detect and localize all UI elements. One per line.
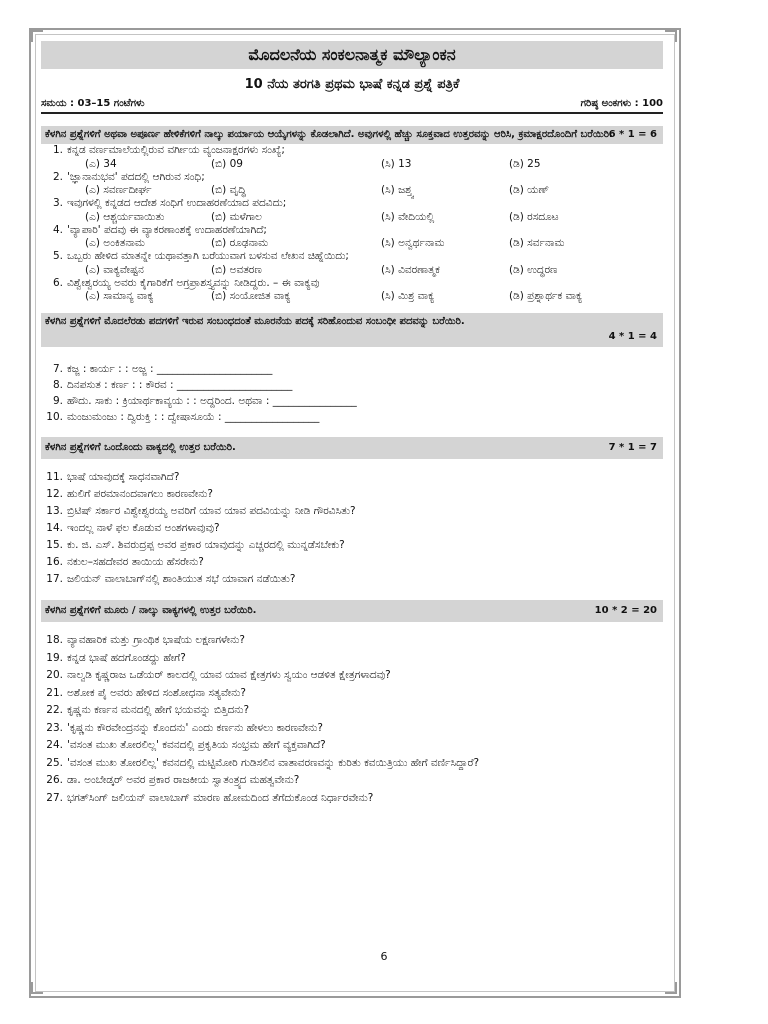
exam-title: ಮೊದಲನೆಯ ಸಂಕಲನಾತ್ಮಕ ಮೌಲ್ಯಾಂಕನ: [41, 41, 663, 69]
exam-time: ಸಮಯ : 03–15 ಗಂಟೆಗಳು: [41, 98, 145, 109]
corner-ornament: [665, 30, 677, 42]
question: 7. ಕಜ್ಜ : ಕಾರ್ಯ : : ಅಜ್ಜ : ______________________: [52, 363, 273, 375]
section-marks: 7 * 1 = 7: [608, 442, 657, 453]
exam-meta: [41, 98, 663, 114]
exam-paper: [41, 41, 663, 807]
answer-options: (ಎ) ವಾಕ್ಯವೇಷ್ಟನ (ಬಿ) ಅವತರಣ (ಸಿ) ವಿವರಣಾತ್ಮಕ (ಡಿ) ಉದ್ಧರಣ: [85, 263, 558, 276]
question: 22. ಕೃಷ್ಣನು ಕರ್ಣನ ಮನದಲ್ಲಿ ಹೇಗೆ ಭಯವನ್ನು ಬಿತ್ತಿದನು?: [46, 704, 250, 716]
section-2-questions: [41, 361, 663, 425]
question: 9. ಹೌದು. ಸಾಕು : ಕ್ರಿಯಾರ್ಥಕಾವ್ಯಯ : : ಅದ್ದರಿಂದ. ಅಥವಾ : ________________: [52, 395, 357, 407]
section-instruction: ಕೆಳಗಿನ ಪ್ರಶ್ನೆಗಳಿಗೆ ಮೊದಲೆರಡು ಪದಗಳಿಗೆ ಇರುವ ಸಂಬಂಧದಂತೆ ಮೂರನೆಯ ಪದಕ್ಕೆ ಸರಿಹೊಂದುವ ಸಂಬಂಧೀ ಪದವನ್ನು ಬರೆಯಿರಿ.: [45, 316, 465, 327]
question: 12. ಹುಲಿಗೆ ಪರಮಾನಂದವಾಗಲು ಕಾರಣವೇನು?: [46, 488, 213, 500]
section-1-questions: [41, 144, 663, 303]
question: 27. ಭಗತ್‌ಸಿಂಗ್ ಜಲಿಯನ್ ವಾಲಾಬಾಗ್ ಮಾರಣ ಹೋಮದಿಂದ ತೆಗೆದುಕೊಂಡ ನಿರ್ಧಾರವೇನು?: [46, 791, 374, 804]
answer-options: (ಎ) ಆಶ್ಚರ್ಯವಾಯಿತು (ಬಿ) ಮಳೆಗಾಲ (ಸಿ) ವೇದಿಯಲ್ಲಿ (ಡಿ) ರಸದೂಟ: [85, 210, 559, 223]
question: 2. 'ಜ್ಞಾನಾನುಭವ' ಪದದಲ್ಲಿ ಆಗಿರುವ ಸಂಧಿ;: [52, 170, 205, 183]
question: 15. ಕು. ಜಿ. ಎಸ್. ಶಿವರುದ್ರಪ್ಪ ಅವರ ಪ್ರಕಾರ ಯಾವುದನ್ನು ಎಚ್ಚರದಲ್ಲಿ ಮುನ್ನಡೆಸಬೇಕು?: [46, 539, 345, 551]
section-instruction: ಕೆಳಗಿನ ಪ್ರಶ್ನೆಗಳಿಗೆ ಅಥವಾ ಅಪೂರ್ಣ ಹೇಳಿಕೆಗಳಿಗೆ ನಾಲ್ಕು ಪರ್ಯಾಯ ಆಯ್ಕೆಗಳನ್ನು ಕೊಡಲಾಗಿದೆ. ಅವುಗಳಲ್ಲಿ ಹೆಚ್ಚು ಸೂಕ್ತವಾದ ಉತ್ತರವನ್ನು ಆರಿಸಿ, ಕ್ರಮಾಕ್ಷರದೊಂದಿಗೆ ಬರೆಯಿರಿ.: [45, 129, 613, 140]
corner-ornament: [665, 982, 677, 994]
question: 4. 'ವ್ಯಾಪಾರಿ' ಪದವು ಈ ವ್ಯಾಕರಣಾಂಶಕ್ಕೆ ಉದಾಹರಣೆಯಾಗಿದೆ;: [52, 223, 267, 236]
answer-options: (ಎ) ಸವರ್ಣದೀರ್ಘ (ಬಿ) ವೃದ್ಧಿ (ಸಿ) ಜಶ್ತ್ವ (ಡಿ) ಯಣ್: [85, 184, 550, 196]
question: 16. ನಕುಲ–ಸಹದೇವರ ತಾಯಿಯ ಹೆಸರೇನು?: [46, 556, 204, 568]
section-marks: 4 * 1 = 4: [608, 331, 657, 342]
question: 24. 'ವಸಂತ ಮುಖ ತೋರಲಿಲ್ಲ' ಕವನದಲ್ಲಿ ಪ್ರಕೃತಿಯ ಸಂಭ್ರಮ ಹೇಗೆ ವ್ಯಕ್ತವಾಗಿದೆ?: [46, 739, 326, 751]
answer-options: (ಎ) ಅಂಕಿತನಾಮ (ಬಿ) ರೂಢನಾಮ (ಸಿ) ಅನ್ವರ್ಥನಾಮ (ಡಿ) ಸರ್ವನಾಮ: [85, 237, 565, 249]
answer-options: (ಎ) ಸಾಮಾನ್ಯ ವಾಕ್ಯ (ಬಿ) ಸಂಯೋಜಿತ ವಾಕ್ಯ (ಸಿ) ಮಿಶ್ರ ವಾಕ್ಯ (ಡಿ) ಪ್ರಶ್ನಾರ್ಥಕ ವಾಕ್ಯ: [85, 290, 583, 302]
question: 1. ಕನ್ನಡ ವರ್ಣಮಾಲೆಯಲ್ಲಿರುವ ವರ್ಗೀಯ ವ್ಯಂಜನಾಕ್ಷರಗಳು ಸಂಖ್ಯೆ;: [52, 144, 285, 156]
question: 18. ವ್ಯಾವಹಾರಿಕ ಮತ್ತು ಗ್ರಾಂಥಿಕ ಭಾಷೆಯ ಲಕ್ಷಣಗಳೇನು?: [46, 634, 245, 646]
corner-ornament: [31, 982, 43, 994]
section-2-header: [41, 313, 663, 347]
question: 14. ಇಂದಲ್ಲ ನಾಳೆ ಫಲ ಕೊಡುವ ಅಂಶಗಳಾವುವು?: [46, 522, 220, 534]
question: 20. ನಾಲ್ವಡಿ ಕೃಷ್ಣರಾಜ ಒಡೆಯರ್ ಕಾಲದಲ್ಲಿ ಯಾವ ಯಾವ ಕ್ಷೇತ್ರಗಳು ಸ್ವಯಂ ಆಡಳಿತ ಕ್ಷೇತ್ರಗಳಾದವು?: [46, 669, 391, 681]
question: 23. 'ಕೃಷ್ಣನು ಕೌರವೇಂದ್ರನನ್ನು ಕೊಂದನು' ಎಂದು ಕರ್ಣನು ಹೇಳಲು ಕಾರಣವೇನು?: [46, 721, 323, 734]
section-3-header: [41, 437, 663, 459]
section-3-questions: [41, 469, 663, 588]
exam-max-marks: ಗರಿಷ್ಠ ಅಂಕಗಳು : 100: [580, 98, 663, 109]
question: 8. ದಿನಪಸುತ : ಕರ್ಣ : : ಕೌರವ : ______________________: [52, 379, 293, 391]
question: 17. ಜಲಿಯನ್ ವಾಲಾಬಾಗ್‌ನಲ್ಲಿ ಶಾಂತಿಯುತ ಸಭೆ ಯಾವಾಗ ನಡೆಯಿತು?: [46, 573, 296, 585]
question: 10. ಮಂಜುಮಂಜು : ದ್ವಿರುಕ್ತಿ : : ದ್ವೇಷಾಸೂಯೆ : __________________: [46, 411, 320, 423]
section-4-header: [41, 600, 663, 622]
page-number: 6: [380, 950, 388, 963]
section-marks: 6 * 1 = 6: [608, 129, 657, 140]
question: 5. ಒಬ್ಬರು ಹೇಳಿದ ಮಾತನ್ನೇ ಯಥಾವತ್ತಾಗಿ ಬರೆಯುವಾಗ ಬಳಸುವ ಲೇಖನ ಚಿಹ್ನೆಯಿದು;: [52, 250, 349, 262]
section-instruction: ಕೆಳಗಿನ ಪ್ರಶ್ನೆಗಳಿಗೆ ಮೂರು / ನಾಲ್ಕು ವಾಕ್ಯಗಳಲ್ಲಿ ಉತ್ತರ ಬರೆಯಿರಿ.: [45, 605, 257, 616]
question: 26. ಡಾ. ಅಂಬೇಡ್ಕರ್ ಅವರ ಪ್ರಕಾರ ರಾಜಕೀಯ ಸ್ವಾತಂತ್ರ್ಯದ ಮಹತ್ವವೇನು?: [46, 774, 300, 786]
exam-subtitle: 10 ನೆಯ ತರಗತಿ ಪ್ರಥಮ ಭಾಷೆ ಕನ್ನಡ ಪ್ರಶ್ನೆ ಪತ್ರಿಕೆ: [244, 77, 460, 92]
section-marks: 10 * 2 = 20: [594, 605, 657, 616]
answer-options: (ಎ) 34 (ಬಿ) 09 (ಸಿ) 13 (ಡಿ) 25: [85, 157, 541, 170]
question: 21. ಅಶೋಕ ಪೈ ಅವರು ಹೇಳಿದ ಸಂಶೋಧನಾ ಸತ್ಯವೇನು?: [46, 686, 246, 699]
question: 6. ವಿಶ್ವೇಶ್ವರಯ್ಯ ಅವರು ಕೈಗಾರಿಕೆಗೆ ಅಗ್ರಪ್ರಾಶಸ್ತ್ಯವನ್ನು ನೀಡಿದ್ದರು. – ಈ ವಾಕ್ಯವು: [52, 276, 320, 289]
question: 13. ಬ್ರಿಟಿಷ್ ಸರ್ಕಾರ ವಿಶ್ವೇಶ್ವರಯ್ಯ ಅವರಿಗೆ ಯಾವ ಯಾವ ಪದವಿಯನ್ನು ನೀಡಿ ಗೌರವಿಸಿತು?: [46, 505, 356, 517]
question: 3. ಇವುಗಳಲ್ಲಿ ಕನ್ನಡದ ಆದೇಶ ಸಂಧಿಗೆ ಉದಾಹರಣೆಯಾದ ಪದವಿದು;: [52, 197, 287, 209]
section-4-questions: [41, 632, 663, 807]
question: 11. ಭಾಷೆ ಯಾವುದಕ್ಕೆ ಸಾಧನವಾಗಿದೆ?: [46, 471, 180, 483]
section-instruction: ಕೆಳಗಿನ ಪ್ರಶ್ನೆಗಳಿಗೆ ಒಂದೊಂದು ವಾಕ್ಯದಲ್ಲಿ ಉತ್ತರ ಬರೆಯಿರಿ.: [45, 442, 236, 453]
question: 25. 'ವಸಂತ ಮುಖ ತೋರಲಿಲ್ಲ' ಕವನದಲ್ಲಿ ಮಟ್ಟಿಮೋರಿ ಗುಡಿಸಲಿನ ವಾತಾವರಣವನ್ನು ಕುರಿತು ಕವಯಿತ್ರಿಯು ಹೇಗೆ ವರ್ಣಿಸಿದ್ದಾರೆ?: [46, 756, 480, 769]
section-1-header: [41, 126, 663, 144]
question: 19. ಕನ್ನಡ ಭಾಷೆ ಹದಗೊಂಡದ್ದು ಹೇಗೆ?: [46, 651, 186, 664]
